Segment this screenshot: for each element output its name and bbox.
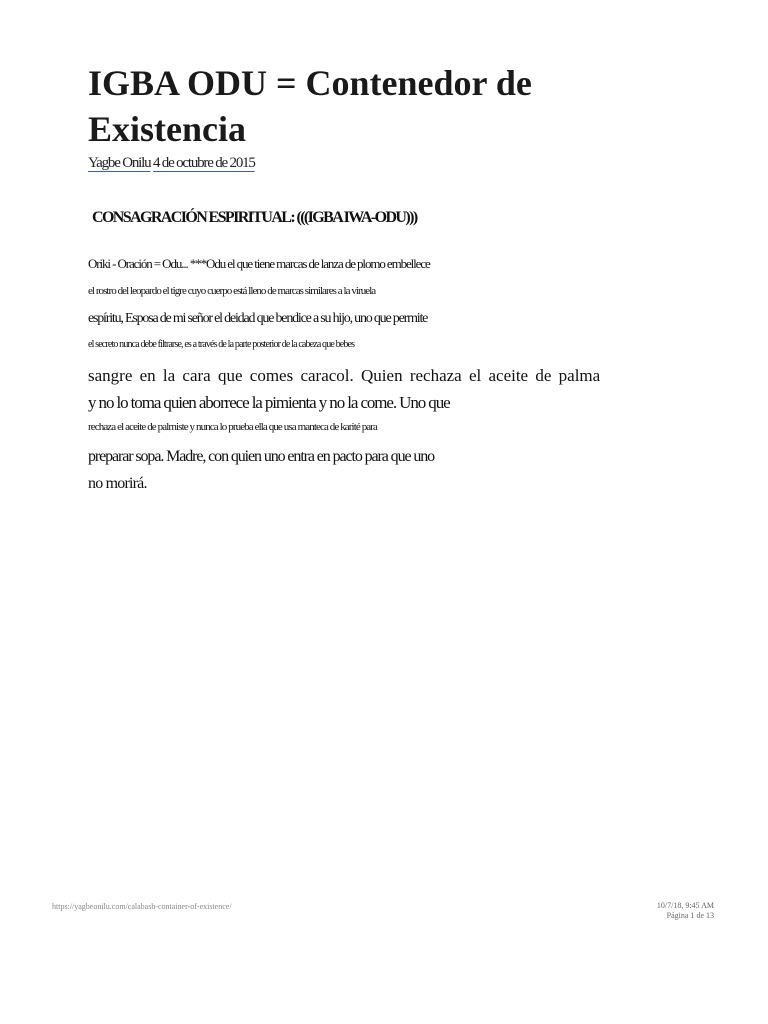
- body-line: rechaza el aceite de palmiste y nunca lo prueba ella que usa manteca de karité para: [88, 421, 378, 433]
- print-datetime: 10/7/18, 9:45 AM: [656, 901, 714, 910]
- body-line: preparar sopa. Madre, con quien uno entra en pacto para que uno: [88, 448, 435, 465]
- footer-meta: [657, 901, 714, 921]
- byline: [88, 155, 255, 172]
- body-line: el secreto nunca debe filtrarse, es a través de la parte posterior de la cabeza que bebes: [88, 339, 355, 350]
- body-line: no morirá.: [88, 475, 147, 492]
- body-line: sangre en la cara que comes caracol. Quien rechaza el aceite de palma: [88, 366, 601, 385]
- page-number: Página 1 de 13: [666, 911, 714, 920]
- author-link[interactable]: Yagbe Onilu: [88, 155, 151, 171]
- body-line: Oriki - Oración = Odu... ***Odu el que tiene marcas de lanza de plomo embellece: [88, 256, 430, 271]
- page-title: IGBA ODU = Contenedor de Existencia: [88, 63, 532, 149]
- body-line: espíritu, Esposa de mi señor el deidad que bendice a su hijo, uno que permite: [88, 311, 428, 326]
- body-line: el rostro del leopardo el tigre cuyo cuerpo está lleno de marcas similares a la viruela: [88, 285, 376, 297]
- section-heading: CONSAGRACIÓN ESPIRITUAL: (((IGBA IWA-ODU))): [92, 209, 417, 226]
- footer-url: https://yagbeonilu.com/calabash-container-of-existence/: [52, 902, 232, 911]
- date-link[interactable]: 4 de octubre de 2015: [152, 155, 255, 171]
- body-line: y no lo toma quien aborrece la pimienta y no la come. Uno que: [88, 393, 450, 412]
